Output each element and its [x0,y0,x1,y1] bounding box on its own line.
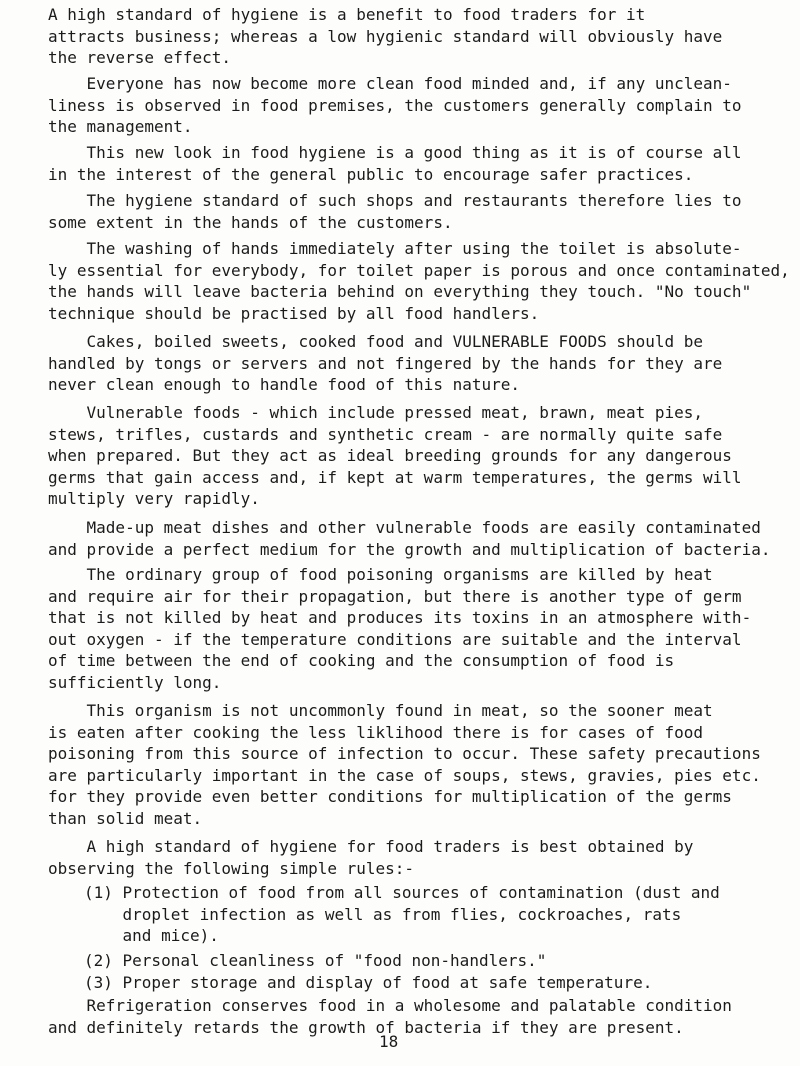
paragraph-standard-customers: The hygiene standard of such shops and restaurants therefore lies to some extent in the hands of the customers. [48,191,742,232]
paragraph-made-up-meat: Made-up meat dishes and other vulnerable foods are easily contaminated and provide a perfect medium for the growth and multiplication of bacteria. [48,518,771,559]
page-number: 18 [379,1032,399,1051]
paragraph-washing-hands: The washing of hands immediately after using the toilet is absolute- ly essential for everybody, for toilet paper is porous and once contaminated, the hands will leave bacteria behind on everything they touch. "No touch" technique should be practised by all food handlers. [48,239,790,323]
paragraph-simple-rules-intro: A high standard of hygiene for food traders is best obtained by observing the following simple rules:- [48,837,694,878]
rule-item-3: (3) Proper storage and display of food at safe temperature. [84,973,653,992]
paragraph-organism-in-meat: This organism is not uncommonly found in meat, so the sooner meat is eaten after cooking the less liklihood there is for cases of food poisoning from this source of infection to occur. These safety precautions are particularly important in the case of soups, stews, gravies, pies etc. for they provide even better conditions for multiplication of the germs than solid meat. [48,701,761,828]
paragraph-hygiene-benefit: A high standard of hygiene is a benefit to food traders for it attracts business; whereas a low hygienic standard will obviously have the reverse effect. [48,5,723,67]
paragraph-refrigeration: Refrigeration conserves food in a wholesome and palatable condition and definitely retards the growth of bacteria if they are present. [48,996,732,1037]
paragraph-food-poisoning-organisms: The ordinary group of food poisoning organisms are killed by heat and require air for their propagation, but there is another type of germ that is not killed by heat and produces its toxins in an atmosphere with- out oxygen - if the temperature conditions are suitable and the interval of time between the end of cooking and the consumption of food is sufficiently long. [48,565,752,692]
paragraph-cakes-tongs: Cakes, boiled sweets, cooked food and VULNERABLE FOODS should be handled by tongs or servers and not fingered by the hands for they are never clean enough to handle food of this nature. [48,332,723,394]
paragraph-new-look: This new look in food hygiene is a good thing as it is of course all in the interest of the general public to encourage safer practices. [48,143,742,184]
paragraph-clean-food-minded: Everyone has now become more clean food minded and, if any unclean- liness is observed in food premises, the customers generally complain to the management. [48,74,742,136]
rule-item-1: (1) Protection of food from all sources of contamination (dust and droplet infection as well as from flies, cockroaches, rats and mice). [84,883,720,945]
paragraph-vulnerable-foods: Vulnerable foods - which include pressed meat, brawn, meat pies, stews, trifles, custards and synthetic cream - are normally quite safe when prepared. But they act as ideal breeding grounds for any dangerous germs that gain access and, if kept at warm temperatures, the germs will multiply very rapidly. [48,403,742,508]
rule-item-2: (2) Personal cleanliness of "food non-handlers." [84,951,547,970]
